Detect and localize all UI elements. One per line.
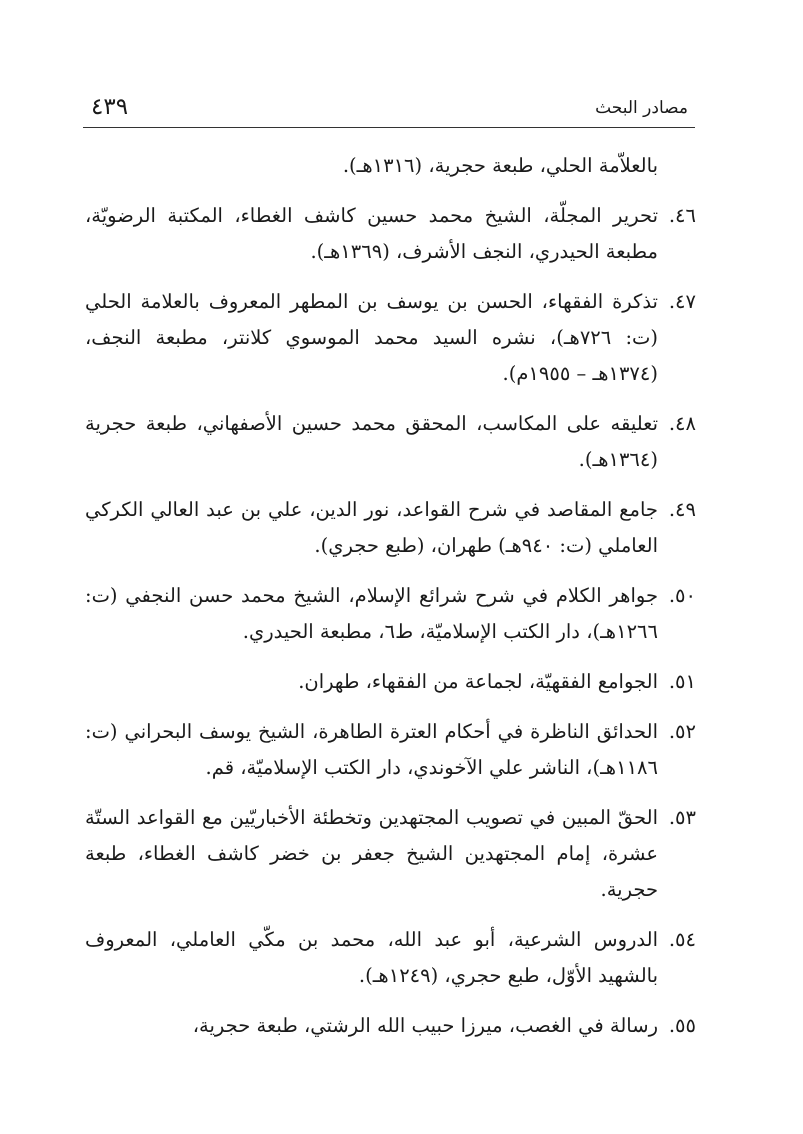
header-rule (83, 127, 695, 128)
entry-text: تحرير المجلّة، الشيخ محمد حسين كاشف الغطاء، المكتبة الرضويّة، مطبعة الحيدري، النجف الأشرف، (١٣٦٩هـ). (85, 204, 658, 263)
entry-number: ٥٣. (668, 806, 696, 829)
entry-text: الجوامع الفقهيّة، لجماعة من الفقهاء، طهران. (298, 670, 658, 693)
entry-text: رسالة في الغصب، ميرزا حبيب الله الرشتي، طبعة حجرية، (192, 1014, 658, 1037)
bibliography-entry (85, 148, 696, 184)
bibliography-entry (85, 664, 696, 700)
running-title: مصادر البحث (595, 98, 688, 118)
entry-number: ٤٦. (668, 204, 696, 227)
bibliography-entry (85, 406, 696, 478)
entry-text: تعليقه على المكاسب، المحقق محمد حسين الأصفهاني، طبعة حجرية (١٣٦٤هـ). (85, 412, 658, 471)
bibliography-list (85, 148, 696, 1058)
bibliography-entry (85, 198, 696, 270)
bibliography-entry (85, 1008, 696, 1044)
entry-number: ٥٤. (668, 928, 696, 951)
entry-text: جامع المقاصد في شرح القواعد، نور الدين، علي بن عبد العالي الكركي العاملي (ت: ٩٤٠هـ) طهران، (طبع حجري). (85, 498, 658, 557)
entry-number: ٥٥. (668, 1014, 696, 1037)
bibliography-entry (85, 284, 696, 392)
bibliography-entry (85, 492, 696, 564)
page-header (83, 86, 696, 126)
entry-text: الحدائق الناظرة في أحكام العترة الطاهرة، الشيخ يوسف البحراني (ت: ١١٨٦هـ)، الناشر علي الآخوندي، دار الكتب الإسلاميّة، قم. (85, 720, 658, 779)
entry-number: ٤٩. (668, 498, 696, 521)
entry-text: الحقّ المبين في تصويب المجتهدين وتخطئة الأخباريّين مع القواعد الستّة عشرة، إمام المجتهدين الشيخ جعفر بن خضر كاشف الغطاء، طبعة حجرية. (85, 806, 658, 901)
entry-number: ٤٧. (668, 290, 696, 313)
bibliography-entry (85, 714, 696, 786)
entry-text: بالعلاّمة الحلي، طبعة حجرية، (١٣١٦هـ). (342, 154, 658, 177)
bibliography-entry (85, 800, 696, 908)
page-number: ٤٣٩ (91, 94, 129, 120)
entry-text: جواهر الكلام في شرح شرائع الإسلام، الشيخ محمد حسن النجفي (ت: ١٢٦٦هـ)، دار الكتب الإسلاميّة، ط٦، مطبعة الحيدري. (85, 584, 658, 643)
entry-number: ٥١. (668, 670, 696, 693)
entry-text: الدروس الشرعية، أبو عبد الله، محمد بن مكّي العاملي، المعروف بالشهيد الأوّل، طبع حجري، (١٢٤٩هـ). (85, 928, 658, 987)
entry-text: تذكرة الفقهاء، الحسن بن يوسف بن المطهر المعروف بالعلامة الحلي (ت: ٧٢٦هـ)، نشره السيد محمد الموسوي كلانتر، مطبعة النجف، (١٣٧٤هـ – ١٩٥٥م). (85, 290, 659, 385)
entry-number: ٥٢. (668, 720, 696, 743)
bibliography-entry (85, 578, 696, 650)
entry-number: ٤٨. (668, 412, 696, 435)
entry-number: ٥٠. (668, 584, 696, 607)
bibliography-entry (85, 922, 696, 994)
